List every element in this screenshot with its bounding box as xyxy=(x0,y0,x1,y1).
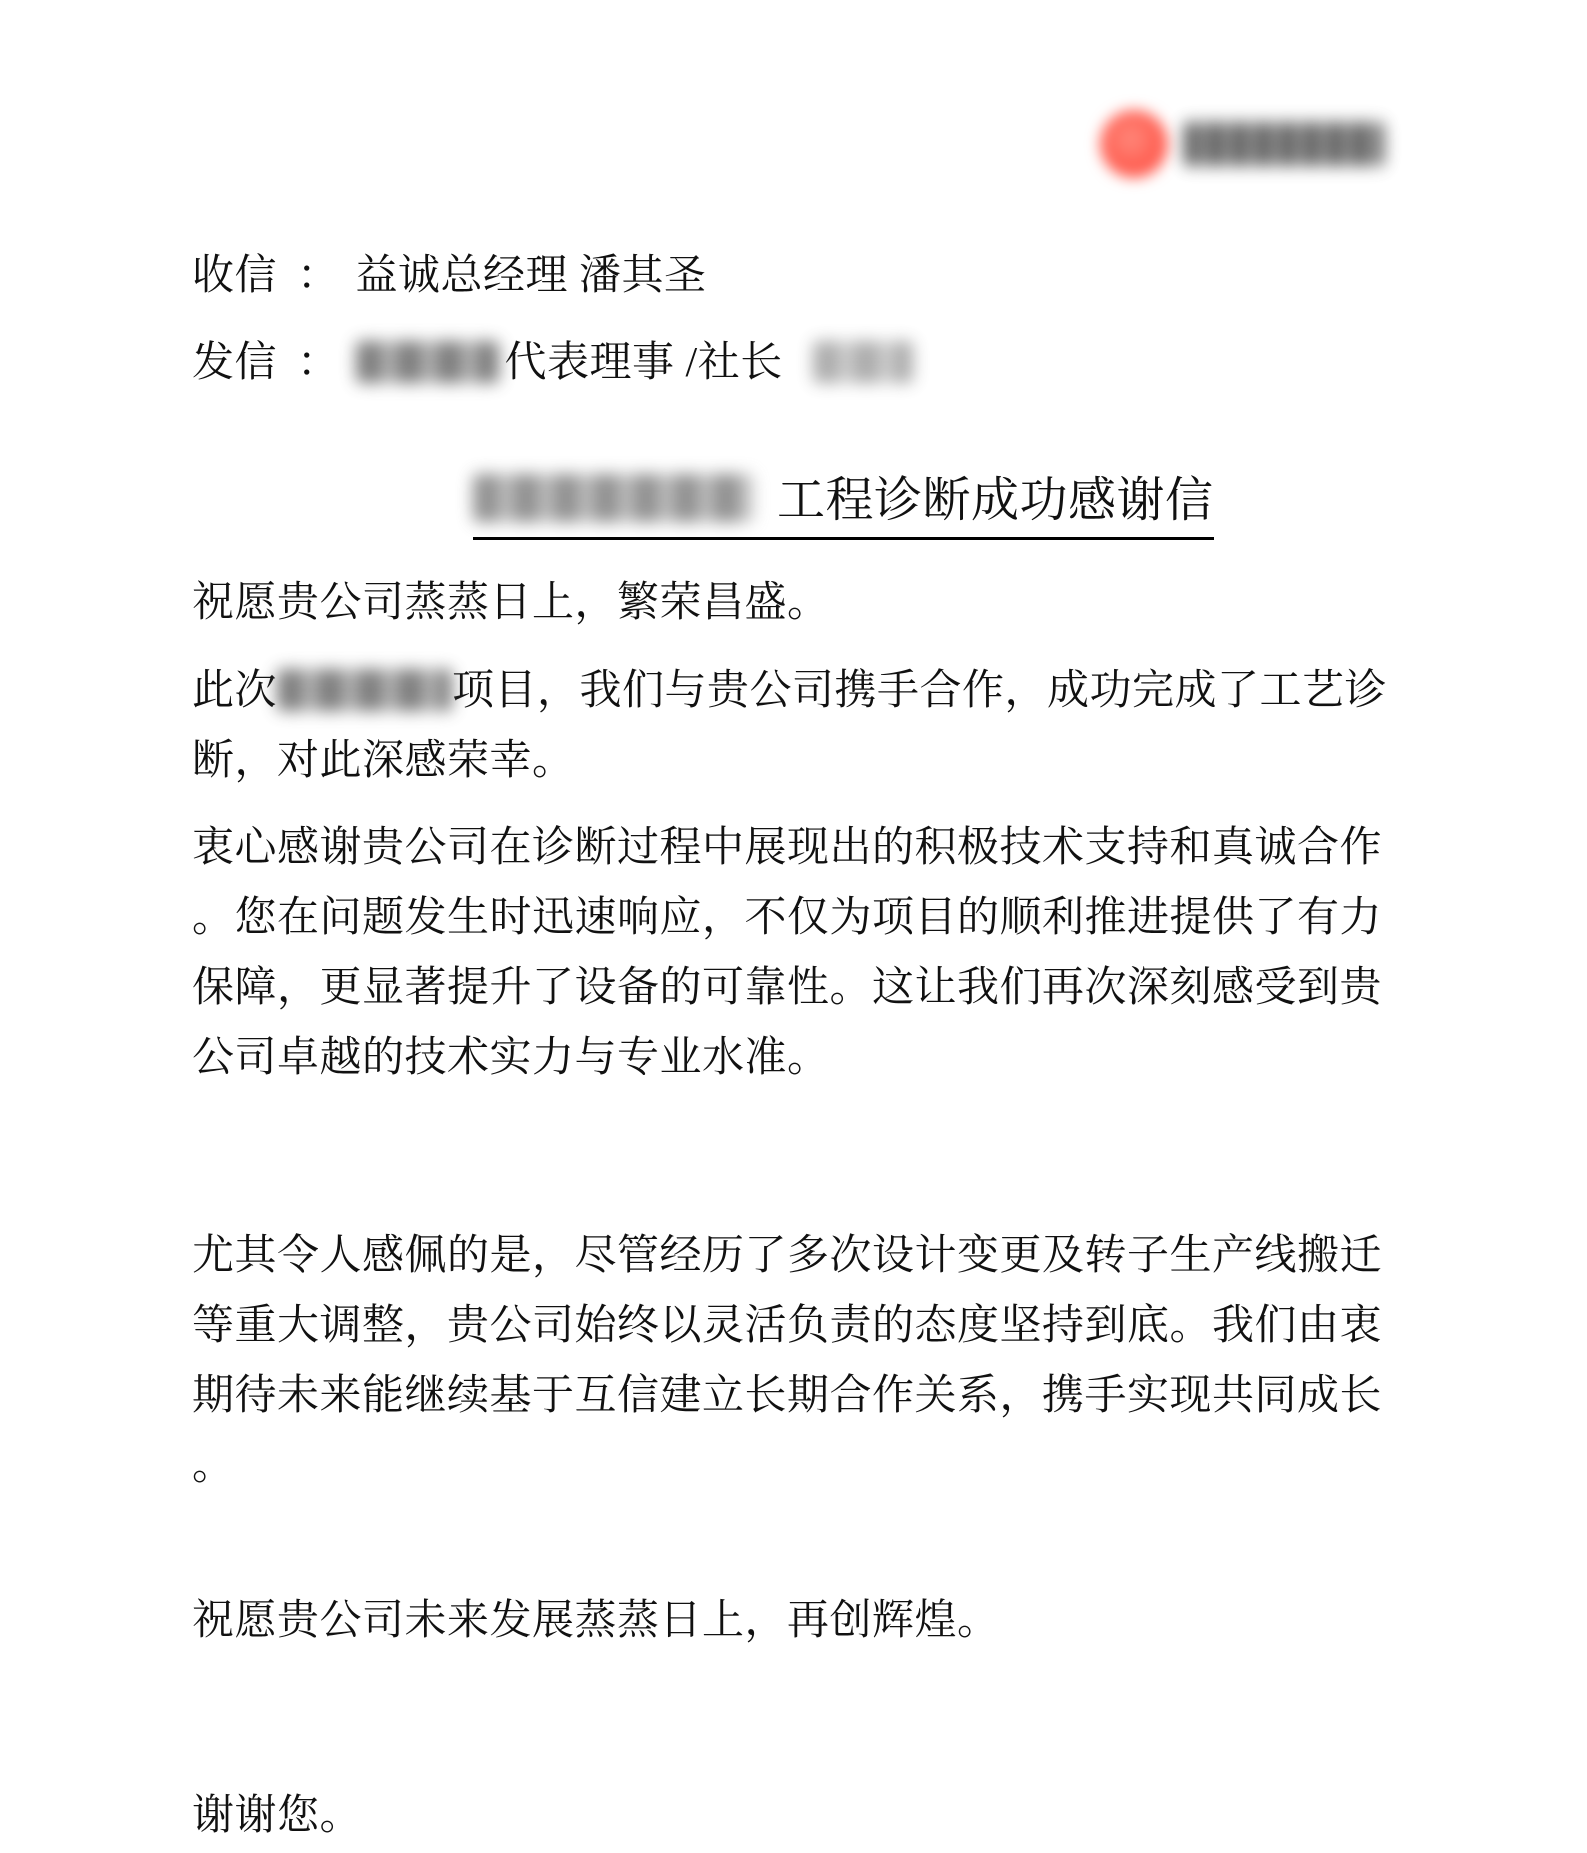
paragraph-admiration-line-3: 期待未来能继续基于互信建立长期合作关系，携手实现共同成长 xyxy=(192,1373,1383,1419)
sender-line xyxy=(192,328,1385,398)
recipient-value: 益诚总经理 潘其圣 xyxy=(355,253,707,299)
paragraph-thanks xyxy=(192,813,1385,1093)
paragraph-admiration xyxy=(192,1221,1385,1501)
paragraph-thanks-line-4: 公司卓越的技术实力与专业水准。 xyxy=(192,1035,830,1081)
letter-title xyxy=(473,471,1214,540)
recipient-label: 收信 xyxy=(192,253,278,299)
logo-wordmark-redacted xyxy=(1184,122,1384,166)
paragraph-admiration-line-2: 等重大调整，贵公司始终以灵活负责的态度坚持到底。我们由衷 xyxy=(192,1303,1383,1349)
title-prefix-redacted xyxy=(473,474,753,522)
sender-value: 代表理事 /社长 xyxy=(504,340,783,386)
paragraph-project-line-2: 断，对此深感荣幸。 xyxy=(192,738,575,784)
company-logo xyxy=(1100,110,1384,178)
logo-red-dot-icon xyxy=(1100,110,1168,178)
paragraph-thank-you: 谢谢您。 xyxy=(192,1793,363,1839)
project-line1-rest: 项目，我们与贵公司携手合作，成功完成了工艺诊 xyxy=(452,668,1388,714)
paragraph-admiration-line-4: 。 xyxy=(192,1443,235,1489)
project-prefix: 此次 xyxy=(192,668,278,714)
paragraph-thanks-line-2: 。您在问题发生时迅速响应，不仅为项目的顺利推进提供了有力 xyxy=(192,895,1383,941)
paragraph-project xyxy=(192,656,1388,796)
paragraph-project-line-1 xyxy=(192,656,1388,726)
paragraph-wishes: 祝愿贵公司未来发展蒸蒸日上，再创辉煌。 xyxy=(192,1598,1000,1644)
sender-label: 发信 xyxy=(192,340,278,386)
recipient-line xyxy=(192,241,1385,311)
paragraph-thanks-line-3: 保障，更显著提升了设备的可靠性。这让我们再次深刻感受到贵 xyxy=(192,965,1383,1011)
paragraph-greeting-text: 祝愿贵公司蒸蒸日上，繁荣昌盛。 xyxy=(192,580,830,626)
title-text: 工程诊断成功感谢信 xyxy=(777,474,1214,527)
sender-company-redacted xyxy=(356,341,499,383)
sender-colon: ： xyxy=(297,340,340,386)
recipient-colon: ： xyxy=(297,253,340,299)
paragraph-thanks-line-1: 衷心感谢贵公司在诊断过程中展现出的积极技术支持和真诚合作 xyxy=(192,825,1383,871)
sender-person-name-redacted xyxy=(813,341,913,383)
paragraph-admiration-line-1: 尤其令人感佩的是，尽管经历了多次设计变更及转子生产线搬迁 xyxy=(192,1233,1383,1279)
paragraph-greeting xyxy=(192,568,1385,638)
project-name-redacted xyxy=(277,669,452,711)
